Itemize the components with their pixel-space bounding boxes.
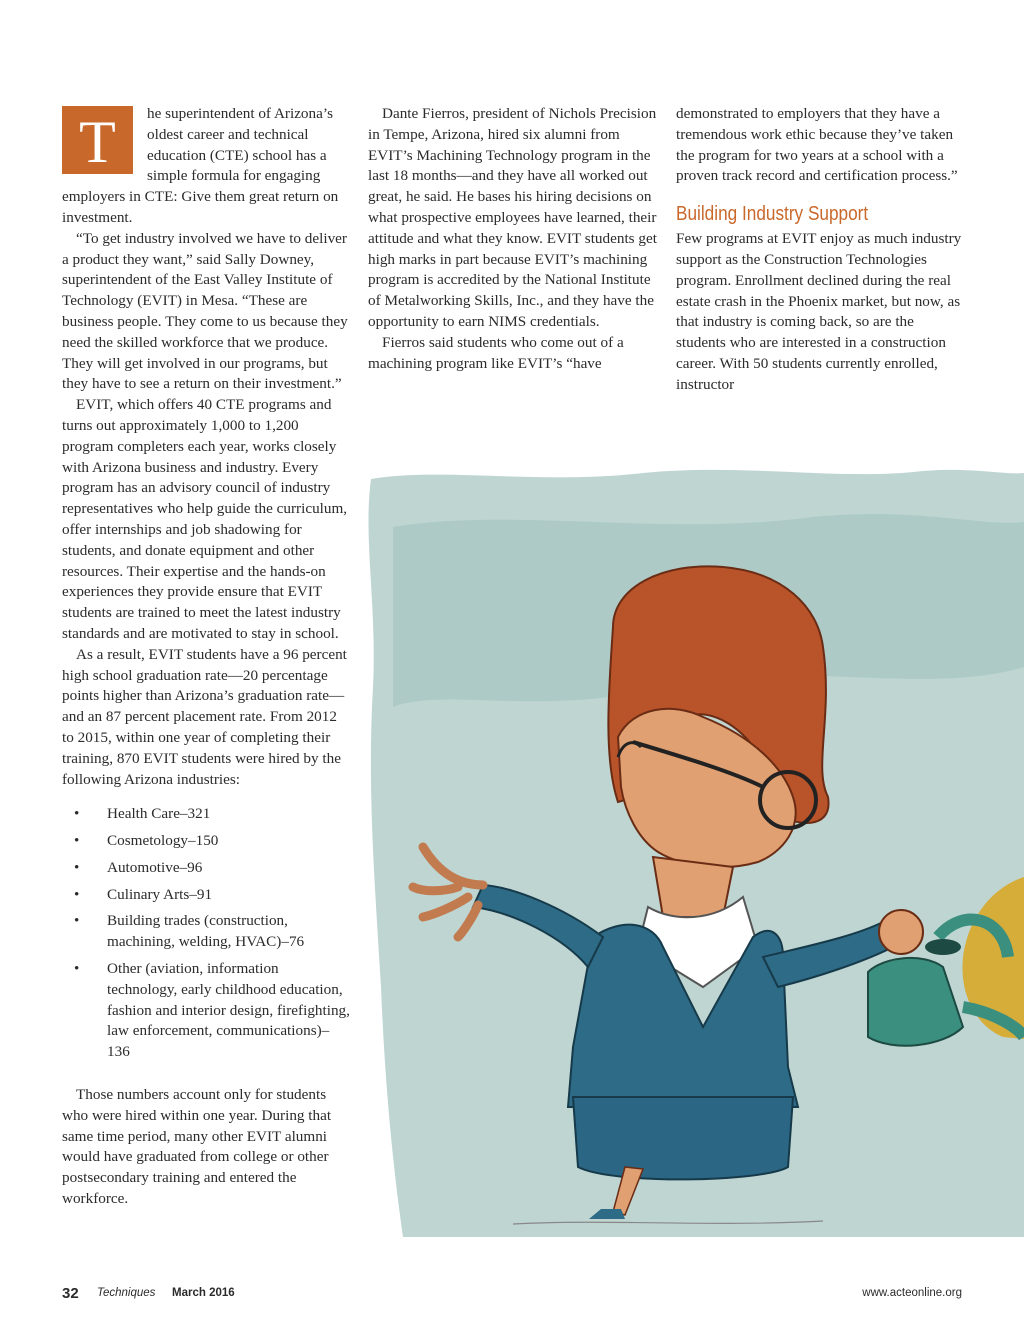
- list-item: • Building trades (construction, machining, welding, HVAC)–76: [74, 912, 305, 951]
- paragraph-results: As a result, EVIT students have a 96 percent high school graduation rate—20 percentage points higher than Arizona’s graduation rate—and an 87 percent placement rate. From 2012 to 2015, within one year of completing their training, 870 EVIT students were hired by the following Arizona industries:: [62, 645, 347, 788]
- article-column-2: [368, 104, 658, 374]
- drop-cap: T: [62, 106, 133, 174]
- paragraph-closing: Those numbers account only for students who were hired within one year. During that same time period, many other EVIT alumni would have graduated from college or other postsecondary training and entered the workforce.: [62, 1086, 332, 1208]
- page-number: 32: [62, 1285, 79, 1302]
- paragraph-programs: EVIT, which offers 40 CTE programs and turns out approximately 1,000 to 1,200 program completers each year, works closely with Arizona business and industry. Every program has an advisory council of industry representatives who help guide the curriculum, offer internships and job shadowing for students, and donate equipment and other resources. Their expertise and the hands-on experiences they provide ensure that EVIT students are trained to meet the latest industry standards and are motivated to stay in school.: [62, 396, 348, 642]
- website-url[interactable]: www.acteonline.org: [862, 1287, 962, 1299]
- industry-hiring-list: [62, 804, 352, 1063]
- list-item: • Automotive–96: [62, 858, 352, 879]
- publication-name: Techniques: [97, 1287, 156, 1299]
- paragraph-quote-continued: demonstrated to employers that they have a tremendous work ethic because they’ve taken the program for two years at a school with a proven track record and certification process.”: [676, 105, 958, 185]
- issue-date: March 2016: [172, 1287, 235, 1299]
- paragraph-construction: Few programs at EVIT enjoy as much industry support as the Construction Technologies program. Enrollment declined during the real estate crash in the Phoenix market, but now, as that industry is coming back, so are the students who are interested in a construction career. With 50 students currently enrolled, instructor: [676, 230, 962, 393]
- bullet-icon: •: [74, 805, 80, 823]
- list-item: • Culinary Arts–91: [62, 885, 352, 906]
- section-heading: Building Industry Support: [676, 203, 869, 226]
- bullet-icon: •: [74, 885, 80, 903]
- paragraph-quote-downey: “To get industry involved we have to deliver a product they want,” said Sally Downey, superintendent of the East Valley Institute of Technology (EVIT) in Mesa. “These are business people. They come to us because they need the skilled workforce that we produce. They will get involved in our programs, but they have to see a return on their investment.”: [62, 229, 348, 393]
- page-footer: [62, 1287, 962, 1307]
- paragraph-intro: he superintendent of Arizona’s oldest career and technical education (CTE) school has a simple formula for engaging employers in CTE: Give them great return on investment.: [62, 105, 339, 226]
- illustration-woman-watering-can: [363, 467, 1024, 1237]
- article-column-3: [676, 104, 966, 396]
- list-item: • Cosmetology–150: [62, 831, 352, 852]
- bullet-icon: •: [74, 832, 80, 850]
- list-item: • Health Care–321: [62, 804, 352, 825]
- article-column-1: [62, 104, 352, 1210]
- paragraph-fierros: Dante Fierros, president of Nichols Precision in Tempe, Arizona, hired six alumni from EVIT’s Machining Technology program in the last 18 months—and they have all worked out great, he said. He bases his hiring decisions on what prospective employees have learned, their attitude and what they know. EVIT students get high marks in part because EVIT’s machining program is accredited by the National Institute of Metalworking Skills, Inc., and they have the opportunity to earn NIMS credentials.: [368, 105, 657, 330]
- bullet-icon: •: [74, 912, 80, 930]
- paragraph-fierros-quote: Fierros said students who come out of a machining program like EVIT’s “have: [368, 333, 624, 372]
- bullet-icon: •: [74, 960, 80, 978]
- bullet-icon: •: [74, 858, 80, 876]
- list-item: • Other (aviation, information technology, early childhood education, fashion and interior design, firefighting, law enforcement, communications)–136: [74, 960, 350, 1061]
